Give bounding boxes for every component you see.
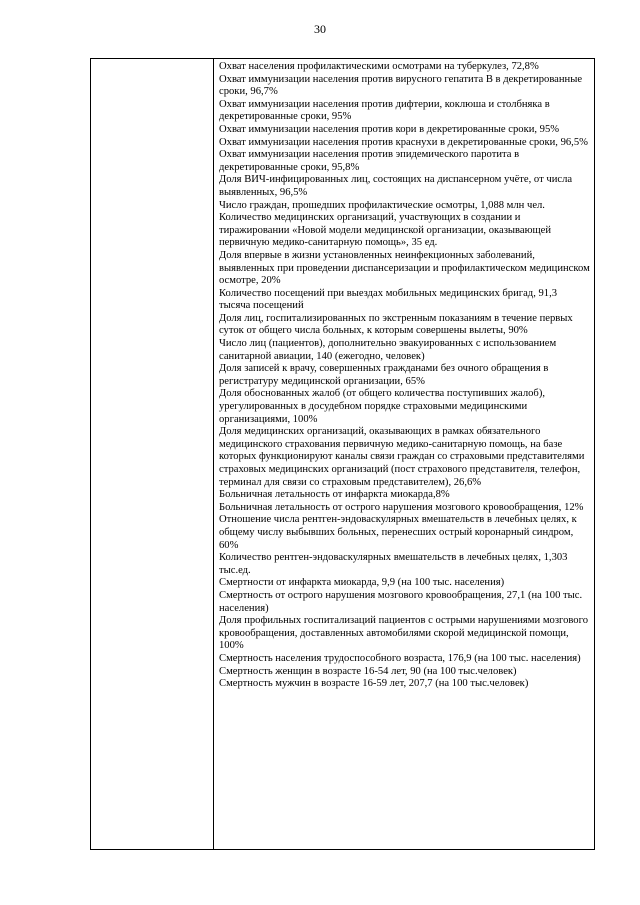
indicator-paragraph: Смертность от острого нарушения мозгового кровообращения, 27,1 (на 100 тыс. населения) bbox=[219, 589, 583, 614]
indicator-paragraph: Смертность женщин в возрасте 16-54 лет, 90 (на 100 тыс.человек) bbox=[219, 665, 517, 677]
indicator-paragraph: Доля лиц, госпитализированных по экстренным показаниям в течение первых суток от общего числа больных, к которым совершены вылеты, 90% bbox=[219, 312, 573, 337]
indicator-paragraph: Охват иммунизации населения против эпидемического паротита в декретированные сроки, 95,8% bbox=[219, 149, 520, 173]
indicator-paragraph: Количество медицинских организаций, участвующих в создании и тиражировании «Новой модели медицинской организации, оказывающей первичную медико-санитарную помощь», 35 ед. bbox=[219, 212, 552, 249]
indicator-paragraph: Число граждан, прошедших профилактические осмотры, 1,088 млн чел. bbox=[219, 199, 545, 211]
indicator-paragraph: Охват населения профилактическими осмотрами на туберкулез, 72,8% bbox=[219, 61, 539, 72]
indicator-paragraph: Доля обоснованных жалоб (от общего количества поступивших жалоб), урегулированных в досудебном порядке страховыми медицинскими организациями, 100% bbox=[219, 388, 546, 425]
indicator-paragraph: Больничная летальность от инфаркта миокарда,8% bbox=[219, 489, 450, 501]
indicator-paragraph: Охват иммунизации населения против кори в декретированные сроки, 95% bbox=[219, 123, 560, 135]
indicator-paragraph: Доля впервые в жизни установленных неинфекционных заболеваний, выявленных при проведении диспансеризации и профилактическом медицинском осмотре, 20% bbox=[219, 249, 590, 287]
indicator-paragraph: Смертности от инфаркта миокарда, 9,9 (на 100 тыс. населения) bbox=[219, 577, 505, 589]
indicator-paragraph: Больничная летальность от острого нарушения мозгового кровообращения, 12% bbox=[219, 501, 584, 513]
indicator-paragraph: Смертность мужчин в возрасте 16-59 лет, 207,7 (на 100 тыс.человек) bbox=[219, 678, 529, 690]
indicators-cell bbox=[219, 61, 591, 691]
page-number: 30 bbox=[314, 22, 326, 36]
indicator-paragraph: Охват иммунизации населения против вирусного гепатита B в декретированные сроки, 96,7% bbox=[219, 73, 583, 98]
indicator-paragraph: Количество посещений при выездах мобильных медицинских бригад, 91,3 тысяча посещений bbox=[219, 287, 558, 312]
column-divider bbox=[213, 59, 214, 849]
indicator-paragraph: Охват иммунизации населения против дифтерии, коклюша и столбняка в декретированные сроки, 95% bbox=[219, 98, 550, 123]
indicators-table bbox=[90, 58, 595, 850]
indicator-paragraph: Охват иммунизации населения против краснухи в декретированные сроки, 96,5% bbox=[219, 136, 588, 148]
indicator-paragraph: Отношение числа рентген-эндоваскулярных вмешательств в лечебных целях, к общему числу выбывших больных, перенесших острый коронарный синдром, 60% bbox=[219, 514, 577, 551]
indicator-paragraph: Смертность населения трудоспособного возраста, 176,9 (на 100 тыс. населения) bbox=[219, 652, 581, 664]
indicator-paragraph: Количество рентген-эндоваскулярных вмешательств в лечебных целях, 1,303 тыс.ед. bbox=[219, 552, 568, 576]
indicator-paragraph: Доля медицинских организаций, оказывающих в рамках обязательного медицинского страхования первичную медико-санитарную помощь, на базе которых функционируют каналы связи граждан со страховыми представителями страховых медицинских организаций (пост страхового представителя, телефон, терминал для связи со страховым представителем), 26,6% bbox=[219, 426, 585, 488]
indicator-paragraph: Число лиц (пациентов), дополнительно эвакуированных с использованием санитарной авиации, 140 (ежегодно, человек) bbox=[219, 338, 557, 362]
indicator-paragraph: Доля ВИЧ-инфицированных лиц, состоящих на диспансерном учёте, от числа выявленных, 96,5% bbox=[219, 174, 573, 198]
indicator-paragraph: Доля профильных госпитализаций пациентов с острыми нарушениями мозгового кровообращения, доставленных автомобилями скорой медицинской помощи, 100% bbox=[219, 615, 588, 652]
indicator-paragraph: Доля записей к врачу, совершенных гражданами без очного обращения в регистратуру медицинской организации, 65% bbox=[219, 363, 549, 387]
